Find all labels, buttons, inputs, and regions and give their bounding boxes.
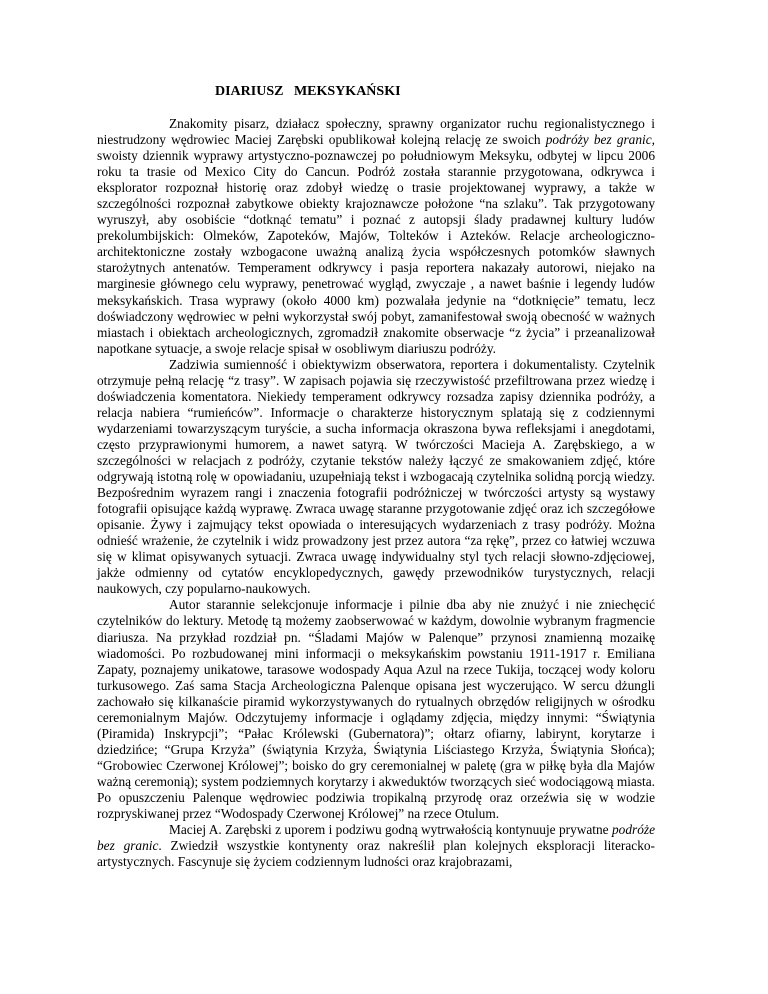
paragraph-2: Zadziwia sumienność i obiektywizm obserwatora, reportera i dokumentalisty. Czytelnik otrzymuje pełną relację “z trasy”. W zapisach pojawia się rzeczywistość przefiltrowana przez wiedzę i doświadczenia komentatora. Niekiedy temperament odkrywcy rozsadza zapisy dziennika podróży, a relacja nabiera “rumieńców”. Informacje o charakterze historycznym splatają się z codziennymi wydarzeniami towarzyszącym turyście, a sucha informacja okraszona bywa refleksjami i anegdotami, często przyprawionymi humorem, a nawet satyrą. W twórczości Macieja A. Zarębskiego, a w szczególności w relacjach z podróży, czytanie tekstów należy łączyć ze smakowaniem zdjęć, które odgrywają istotną rolę w opowiadaniu, uzupełniają tekst i wzbogacają czytelnika solidną porcją wiedzy. Bezpośrednim wyrazem rangi i znaczenia fotografii podróżniczej w twórczości artysty są wystawy fotografii opisujące każdą wyprawę. Zwraca uwagę staranne przygotowanie zdjęć oraz ich szczegółowe opisanie. Żywy i zajmujący tekst opowiada o interesujących wydarzeniach z trasy podróży. Można odnieść wrażenie, że czytelnik i widz prowadzony jest przez autora “za rękę”, przez co łatwiej wczuwa się w klimat opisywanych sytuacji. Zwraca uwagę indywidualny styl tych relacji słowno-zdjęciowej, jakże odmienny od cytatów encyklopedycznych, gawędy przewodników turystycznych, relacji naukowych, czy popularno-naukowych. [97,356,655,597]
paragraph-3: Autor starannie selekcjonuje informacje i pilnie dba aby nie znużyć i nie zniechęcić czytelników do lektury. Metodę tą możemy zaobserwować w każdym, dowolnie wybranym fragmencie diariusza. Na przykład rozdział pn. “Śladami Majów w Palenque” przynosi znamienną mozaikę wiadomości. Po rozbudowanej mini informacji o meksykańskim powstaniu 1911-1917 r. Emiliana Zapaty, poznajemy unikatowe, tarasowe wodospady Aqua Azul na rzece Tukija, toczącej wody koloru turkusowego. Zaś sama Stacja Archeologiczna Palenque opisana jest wyczerująco. W sercu dżungli zachowało się kilkanaście piramid wykorzystywanych do rytualnych obrzędów religijnych w ośrodku ceremonialnym Majów. Odczytujemy informacje i oglądamy zdjęcia, między innymi: “Świątynia (Piramida) Inskrypcji”; “Pałac Królewski (Gubernatora)”; ołtarz ofiarny, labirynt, korytarze i dziedzińce; “Grupa Krzyża” (świątynia Krzyża, Świątynia Liściastego Krzyża, Świątynia Słońca); “Grobowiec Czerwonej Królowej”; boisko do gry ceremonialnej w paletę (gra w piłkę była dla Majów ważną ceremonią); system podziemnych korytarzy i akweduktów tworzących sieć wodociągową miasta. Po opuszczeniu Palenque wędrowiec podziwia tropikalną przyrodę oraz orzeźwia się w wodzie rozpryskiwanej przez “Wodospady Czerwonej Królowej” na rzece Otulum. [97,597,655,822]
paragraph-1-text-end: swoisty dziennik wyprawy artystyczno-poznawczej po południowym Meksyku, odbytej w lipcu 2006 roku ta trasie od Mexico City do Cancun. Podróż została starannie przygotowana, odkrywca i eksplorator rozpoznał historię oraz zdobył wiedzę o trasie projektowanej wyprawy, a także w szczególności rozpoznał zabytkowe obiekty krajoznawcze położone “na szlaku”. Tak przygotowany wyruszył, aby osobiście “dotknąć tematu” i poznać z autopsji ślady pradawnej kultury ludów prekolumbijskich: Olmeków, Zapoteków, Majów, Tolteków i Azteków. Relacje archeologiczno-architektoniczne zostały wzbogacone uważną analizą życia współczesnych potomków sławnych starożytnych antenatów. Temperament odkrywcy i pasja reportera nakazały autorowi, niejako na marginesie głównego celu wyprawy, penetrować wygląd, zwyczaje , a nawet baśnie i legendy ludów meksykańskich. Trasa wyprawy (około 4000 km) pozwalała jedynie na “dotknięcie” tematu, lecz doświadczony wędrowiec w pełni wykorzystał swój pobyt, zamanifestował swoją obecność w ważnych miastach i obiektach archeologicznych, zgromadził znakomite obserwacje “z życia” i przeanalizował napotkane sytuacje, a swoje relacje spisał w osobliwym diariuszu podróży. [97,148,655,356]
paragraph-1 [97,116,655,357]
paragraph-4-text-start: Maciej A. Zarębski z uporem i podziwu godną wytrwałością kontynuuje prywatne [169,822,612,838]
paragraph-1-text-start: Znakomity pisarz, działacz społeczny, sprawny organizator ruchu regionalistycznego i niestrudzony wędrowiec Maciej Zarębski opublikował kolejną relację ze swoich [97,116,655,148]
paragraph-4 [97,822,655,870]
paragraph-4-text-end: . Zwiedził wszystkie kontynenty oraz nakreślił plan kolejnych eksploracji literacko-artystycznych. Fascynuje się życiem codziennym ludności oraz krajobrazami, [97,838,655,870]
paragraph-4-italic-phrase: podróże bez granic [97,822,655,854]
document-body [97,116,655,870]
paragraph-1-italic-phrase: podróży bez granic, [545,132,655,148]
document-title: DIARIUSZ MEKSYKAŃSKI [215,84,401,99]
